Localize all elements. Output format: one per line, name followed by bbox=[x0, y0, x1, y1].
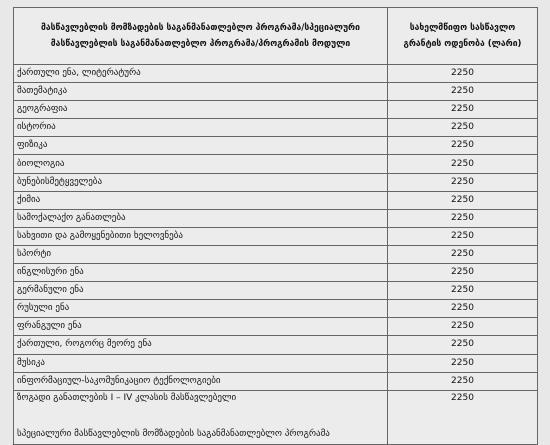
grant-amount-cell: 2250 bbox=[388, 191, 538, 209]
grant-amount-cell: 2250 bbox=[388, 65, 538, 83]
grant-amount-cell: 2250 bbox=[388, 155, 538, 173]
table-row-last bbox=[14, 390, 538, 444]
subject-cell: რუსული ენა bbox=[14, 300, 388, 318]
grant-amount-cell: 2250 bbox=[388, 372, 538, 390]
grant-amount-cell: 2250 bbox=[388, 173, 538, 191]
subject-cell: ქიმია bbox=[14, 191, 388, 209]
grant-amount-cell: 2250 bbox=[388, 390, 538, 444]
subject-cell: ფიზიკა bbox=[14, 137, 388, 155]
subject-cell: სპორტი bbox=[14, 245, 388, 263]
grant-amount-cell: 2250 bbox=[388, 282, 538, 300]
table-row bbox=[14, 101, 538, 119]
table-row bbox=[14, 137, 538, 155]
grant-amount-cell: 2250 bbox=[388, 137, 538, 155]
subject-cell: სახვითი და გამოყენებითი ხელოვნება bbox=[14, 227, 388, 245]
table-row bbox=[14, 119, 538, 137]
subject-cell: ბუნებისმეტყველება bbox=[14, 173, 388, 191]
subject-cell: გეოგრაფია bbox=[14, 101, 388, 119]
subject-cell: ინფორმაციულ-საკომუნიკაციო ტექნოლოგიები bbox=[14, 372, 388, 390]
subject-cell: ბიოლოგია bbox=[14, 155, 388, 173]
subject-cell: ქართული, როგორც მეორე ენა bbox=[14, 336, 388, 354]
grant-amount-cell: 2250 bbox=[388, 336, 538, 354]
table-row bbox=[14, 227, 538, 245]
subject-cell: სამოქალაქო განათლება bbox=[14, 209, 388, 227]
subject-cell: მუსიკა bbox=[14, 354, 388, 372]
table-row bbox=[14, 83, 538, 101]
table-row bbox=[14, 155, 538, 173]
table-row bbox=[14, 191, 538, 209]
subject-cell: მათემატიკა bbox=[14, 83, 388, 101]
subject-cell: ფრანგული ენა bbox=[14, 318, 388, 336]
program-cell bbox=[14, 390, 388, 444]
table-row bbox=[14, 354, 538, 372]
table-row bbox=[14, 245, 538, 263]
program-name: ზოგადი განათლების I – IV კლასის მასწავლებელი bbox=[17, 392, 237, 403]
subject-cell: ინგლისური ენა bbox=[14, 264, 388, 282]
program-subtitle: სპეციალური მასწავლებლის მომზადების საგანმანათლებლო პროგრამა bbox=[17, 428, 330, 439]
table-row bbox=[14, 336, 538, 354]
grant-amount-cell: 2250 bbox=[388, 264, 538, 282]
grant-amount-cell: 2250 bbox=[388, 318, 538, 336]
table-row bbox=[14, 209, 538, 227]
grant-amount-cell: 2250 bbox=[388, 354, 538, 372]
table-row bbox=[14, 372, 538, 390]
grant-amount-cell: 2250 bbox=[388, 300, 538, 318]
table-body bbox=[14, 65, 538, 445]
grant-amount-cell: 2250 bbox=[388, 83, 538, 101]
grant-amount-cell: 2250 bbox=[388, 227, 538, 245]
table-header-row bbox=[14, 8, 538, 65]
grant-amount-cell: 2250 bbox=[388, 209, 538, 227]
table-row bbox=[14, 65, 538, 83]
subject-cell: ქართული ენა, ლიტერატურა bbox=[14, 65, 388, 83]
subject-cell: ისტორია bbox=[14, 119, 388, 137]
grant-amount-column-header: სახელმწიფო სასწავლო გრანტის ოდენობა (ლარი) bbox=[388, 8, 538, 65]
grant-amount-cell: 2250 bbox=[388, 245, 538, 263]
grant-table bbox=[13, 7, 538, 445]
table-row bbox=[14, 173, 538, 191]
program-column-header: მასწავლებლის მომზადების საგანმანათლებლო პროგრამა/სპეციალური მასწავლებლის საგანმანათლებლო პროგრამა/პროგრამის მოდული bbox=[14, 8, 388, 65]
table-row bbox=[14, 318, 538, 336]
table-row bbox=[14, 300, 538, 318]
table-row bbox=[14, 282, 538, 300]
grant-amount-cell: 2250 bbox=[388, 101, 538, 119]
subject-cell: გერმანული ენა bbox=[14, 282, 388, 300]
grant-amount-cell: 2250 bbox=[388, 119, 538, 137]
table-row bbox=[14, 264, 538, 282]
